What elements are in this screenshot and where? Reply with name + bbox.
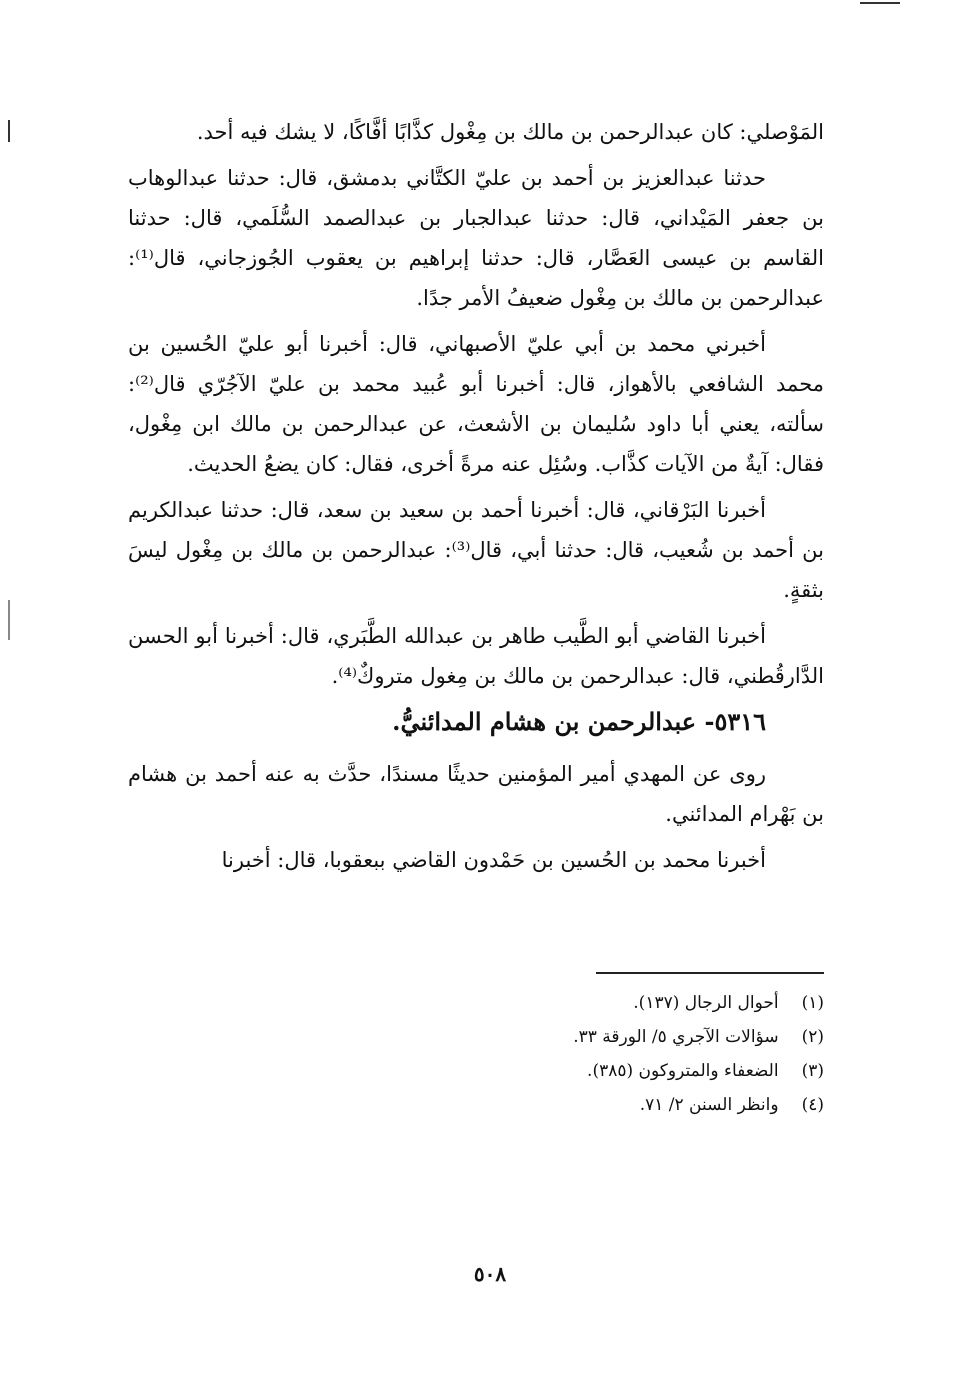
paragraph: أخبرنا البَرْقاني، قال: أخبرنا أحمد بن سعيد بن سعد، قال: حدثنا عبدالكريم بن أحمد بن شُعيب، قال: حدثنا أبي، قال⁽³⁾: عبدالرحمن بن مالك بن مِغْول ليسَ بثقةٍ. bbox=[128, 498, 824, 602]
footnote-number: (٤) bbox=[801, 1095, 824, 1115]
footnote-text: سؤالات الآجري ٥/ الورقة ٣٣. bbox=[573, 1027, 779, 1047]
footnote bbox=[400, 1054, 824, 1088]
footnote bbox=[400, 1020, 824, 1054]
scan-edge-mark bbox=[8, 600, 10, 640]
footnote bbox=[400, 986, 824, 1020]
paragraph: روى عن المهدي أمير المؤمنين حديثًا مسندًا، حدَّث به عنه أحمد بن هشام بن بَهْرام المدائني. bbox=[128, 762, 824, 826]
footnote-number: (١) bbox=[801, 993, 824, 1013]
footnote-number: (٣) bbox=[801, 1061, 824, 1081]
footnote-separator bbox=[596, 972, 824, 974]
paragraph: حدثنا عبدالعزيز بن أحمد بن عليّ الكتَّاني بدمشق، قال: حدثنا عبدالوهاب بن جعفر المَيْداني، قال: حدثنا عبدالجبار بن عبدالصمد السُّلَمي، قال: حدثنا القاسم بن عيسى العَصَّار، قال: حدثنا إبراهيم بن يعقوب الجُوزجاني، قال⁽¹⁾: عبدالرحمن بن مالك بن مِغْول ضعيفُ الأمر جدًا. bbox=[128, 166, 824, 310]
paragraph: المَوْصلي: كان عبدالرحمن بن مالك بن مِغْول كذَّابًا أفَّاكًا، لا يشك فيه أحد. bbox=[196, 120, 824, 144]
footnotes bbox=[400, 986, 824, 1122]
footnote-number: (٢) bbox=[801, 1027, 824, 1047]
entry-heading: ٥٣١٦- عبدالرحمن بن هشام المدائنيُّ. bbox=[392, 707, 766, 736]
paragraph: أخبرني محمد بن أبي عليّ الأصبهاني، قال: أخبرنا أبو عليّ الحُسين بن محمد الشافعي بالأهواز، قال: أخبرنا أبو عُبيد محمد بن عليّ الآجُرّي قال⁽²⁾: سألته، يعني أبا داود سُليمان بن الأشعث، عن عبدالرحمن بن مالك ابن مِغْول، فقال: آيةٌ من الآيات كذَّاب. وسُئِل عنه مرةً أخرى، فقال: كان يضعُ الحديث. bbox=[128, 332, 824, 476]
paragraph: أخبرنا القاضي أبو الطَّيب طاهر بن عبدالله الطَّبَري، قال: أخبرنا أبو الحسن الدَّارقُطني، قال: عبدالرحمن بن مالك بن مِغول متروكٌ⁽⁴⁾. bbox=[128, 624, 824, 688]
scan-edge-mark bbox=[860, 2, 900, 4]
footnote-text: أحوال الرجال (١٣٧). bbox=[633, 993, 779, 1013]
scan-edge-mark bbox=[8, 120, 10, 142]
main-text bbox=[128, 112, 824, 880]
footnote bbox=[400, 1088, 824, 1122]
page-number: ٥٠٨ bbox=[473, 1262, 507, 1286]
footnote-text: الضعفاء والمتروكون (٣٨٥). bbox=[587, 1061, 779, 1081]
paragraph: أخبرنا محمد بن الحُسين بن حَمْدون القاضي ببعقوبا، قال: أخبرنا bbox=[221, 848, 766, 872]
footnote-text: وانظر السنن ٢/ ٧١. bbox=[639, 1095, 779, 1115]
